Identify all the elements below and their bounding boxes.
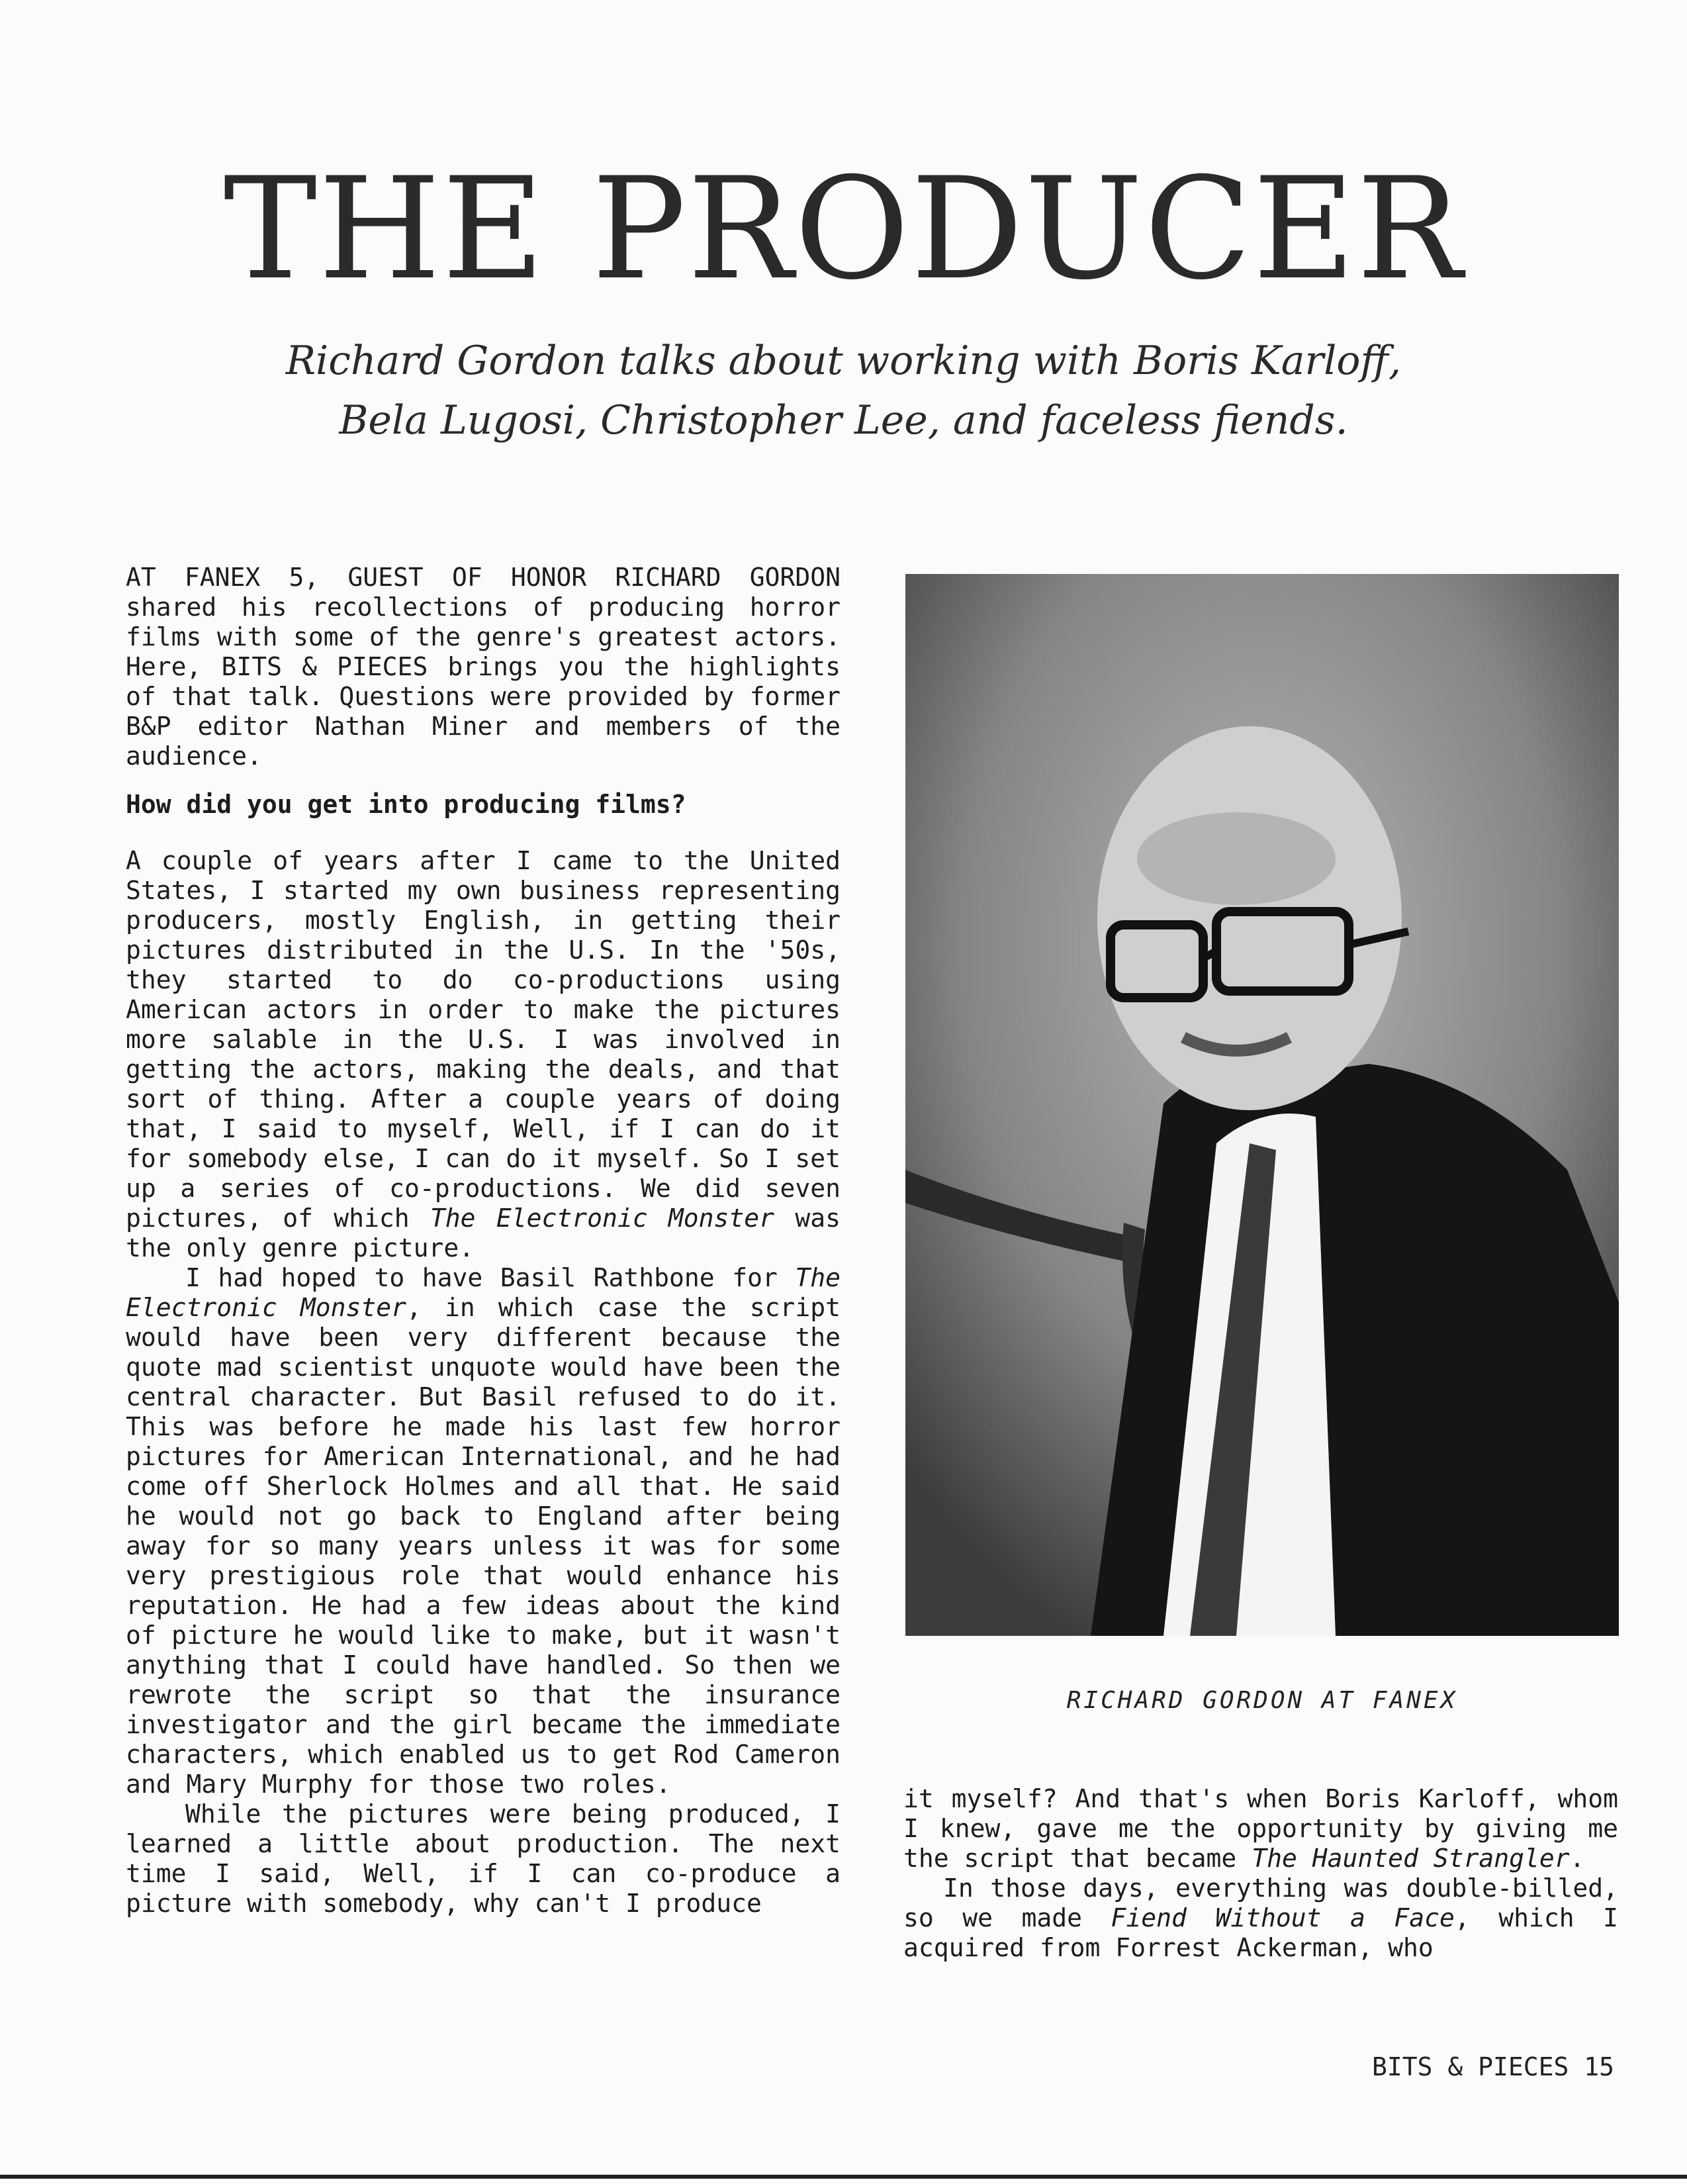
answer-paragraph-5: In those days, everything was double-billed, so we made Fiend Without a Face, which I acquired from Forrest Ackerman, who (903, 1874, 1618, 1962)
subtitle-line-2: Bela Lugosi, Christopher Lee, and faceless fiends. (339, 397, 1348, 444)
right-column (903, 1784, 1618, 1963)
photo-caption: RICHARD GORDON AT FANEX (1066, 1687, 1458, 1714)
answer-paragraph-2: I had hoped to have Basil Rathbone for The Electronic Monster, in which case the script would have been very different because the quote mad scientist unquote would have been the central character. But Basil refused to do it. This was before he made his last few horror pictures for American International, and he had come off Sherlock Holmes and all that. He said he would not go back to England after being away for so many years unless it was for some very prestigious role that would enhance his reputation. He had a few ideas about the kind of picture he would like to make, but it wasn't anything that I could have handled. So then we rewrote the script so that the insurance investigator and the girl became the immediate characters, which enabled us to get Rod Cameron and Mary Murphy for those two roles. (126, 1263, 841, 1799)
question-heading: How did you get into producing films? (126, 790, 686, 819)
film-title: The Electronic Monster (430, 1204, 775, 1233)
intro-paragraph: AT FANEX 5, GUEST OF HONOR RICHARD GORDON shared his recollections of producing horror films with some of the genre's greatest actors. Here, BITS & PIECES brings you the highlights of that talk. Questions were provided by former B&P editor Nathan Miner and members of the audience. (126, 563, 841, 771)
answer-paragraph-3: While the pictures were being produced, I learned a little about production. The next time I said, Well, if I can co-produce a picture with somebody, why can't I produce (126, 1799, 841, 1918)
portrait-photo (905, 574, 1619, 1636)
article-subtitle (132, 331, 1555, 450)
film-title: The Haunted Strangler (1252, 1844, 1570, 1873)
film-title: The Electronic Monster (126, 1263, 841, 1322)
film-title: Fiend Without a Face (1111, 1903, 1455, 1932)
article-title: THE PRODUCER (223, 147, 1464, 310)
subtitle-line-1: Richard Gordon talks about working with Boris Karloff, (285, 338, 1402, 384)
left-column (126, 563, 841, 1919)
bottom-rule (0, 2175, 1687, 2179)
answer-paragraph-1: A couple of years after I came to the United States, I started my own business representing producers, mostly English, in getting their pictures distributed in the U.S. In the '50s, they started to do co-productions using American actors in order to make the pictures more salable in the U.S. I was involved in getting the actors, making the deals, and that sort of thing. After a couple years of doing that, I said to myself, Well, if I can do it for somebody else, I can do it myself. So I set up a series of co-productions. We did seven pictures, of which The Electronic Monster was the only genre picture. (126, 846, 841, 1262)
page-folio: BITS & PIECES 15 (1371, 2052, 1614, 2081)
portrait-illustration (905, 574, 1619, 1636)
answer-paragraph-4: it myself? And that's when Boris Karloff, whom I knew, gave me the opportunity by giving me the script that became The Haunted Strangler. (903, 1784, 1618, 1873)
